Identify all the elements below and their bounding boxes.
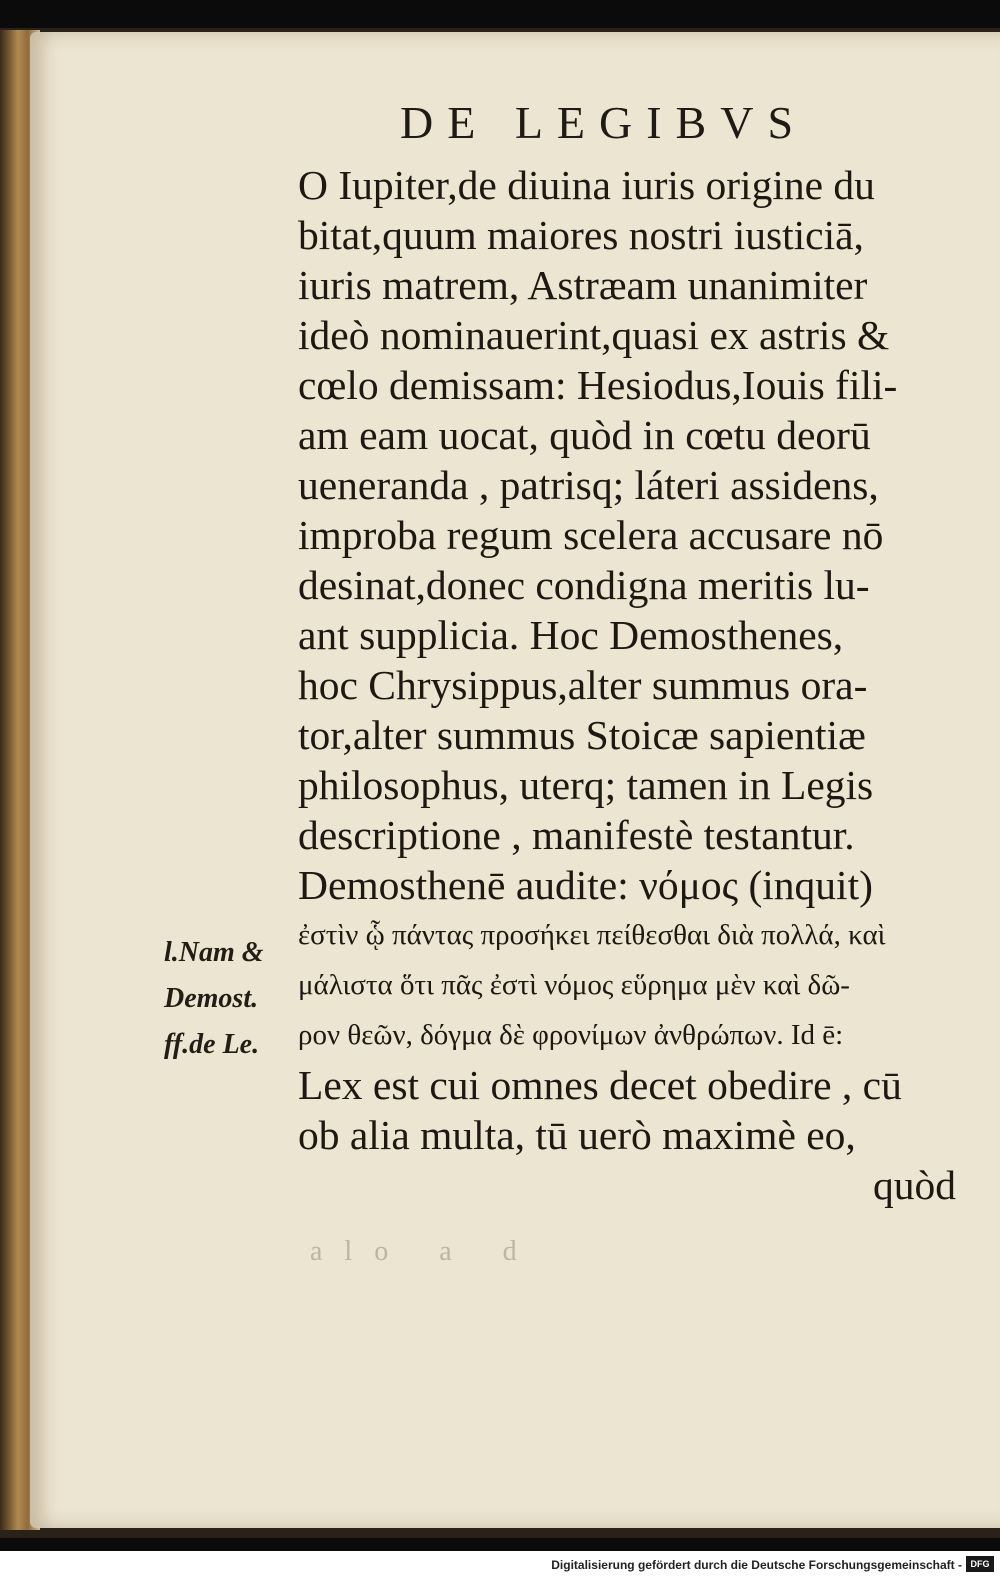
main-text-block [298,160,968,1210]
show-through-text: alo a d [310,1236,539,1267]
text-line: ant supplicia. Hoc Demosthenes, [298,612,844,658]
text-line: ueneranda , patrisq; láteri assidens, [298,462,879,508]
text-line: iuris matrem, Astræam unanimiter [298,262,868,308]
text-line: O Iupiter,de diuina iuris origine du [298,162,875,208]
text-line: bitat,quum maiores nostri iusticiā, [298,212,864,258]
text-line: hoc Chrysippus,alter summus ora- [298,662,868,708]
margin-note-line: Demost. [164,983,259,1014]
catchword: quòd [873,1162,956,1208]
text-line: cœlo demissam: Hesiodus,Iouis fili- [298,362,898,408]
greek-text-line: ρον θεῶν, δόγμα δὲ φρονίμων ἀνθρώπων. Id ē: [298,1019,844,1051]
text-line: ob alia multa, tū uerò maximè eo, [298,1112,856,1158]
running-head: DE LEGIBVS [400,97,808,148]
text-line: descriptione , manifestè testantur. [298,812,855,858]
text-line: Demosthenē audite: νόμος (inquit) [298,862,873,908]
text-line: Lex est cui omnes decet obedire , cū [298,1062,902,1108]
greek-text-line: ἐστὶν ᾧ πάντας προσήκει πείθεσθαι διὰ πολλά, καὶ [298,919,886,951]
text-line: tor,alter summus Stoicæ sapientiæ [298,712,866,758]
dfg-logo: DFG [966,1556,994,1572]
greek-text-line: μάλιστα ὅτι πᾶς ἐστὶ νόμος εὕρημα μὲν καὶ δῶ- [298,969,850,1001]
margin-note-line: l.Nam & [164,937,264,968]
text-line: desinat,donec condigna meritis lu- [298,562,870,608]
text-line: philosophus, uterq; tamen in Legis [298,762,874,808]
text-line: ideò nominauerint,quasi ex astris & [298,312,890,358]
footer-bar [0,1551,1000,1583]
text-line: improba regum scelera accusare nō [298,512,884,558]
funding-credit: Digitalisierung gefördert durch die Deutsche Forschungsgemeinschaft - [551,1558,962,1572]
margin-note-line: ff.de Le. [164,1029,260,1060]
text-line: am eam uocat, quòd in cœtu deorū [298,412,871,458]
marginal-citation [164,930,294,1068]
